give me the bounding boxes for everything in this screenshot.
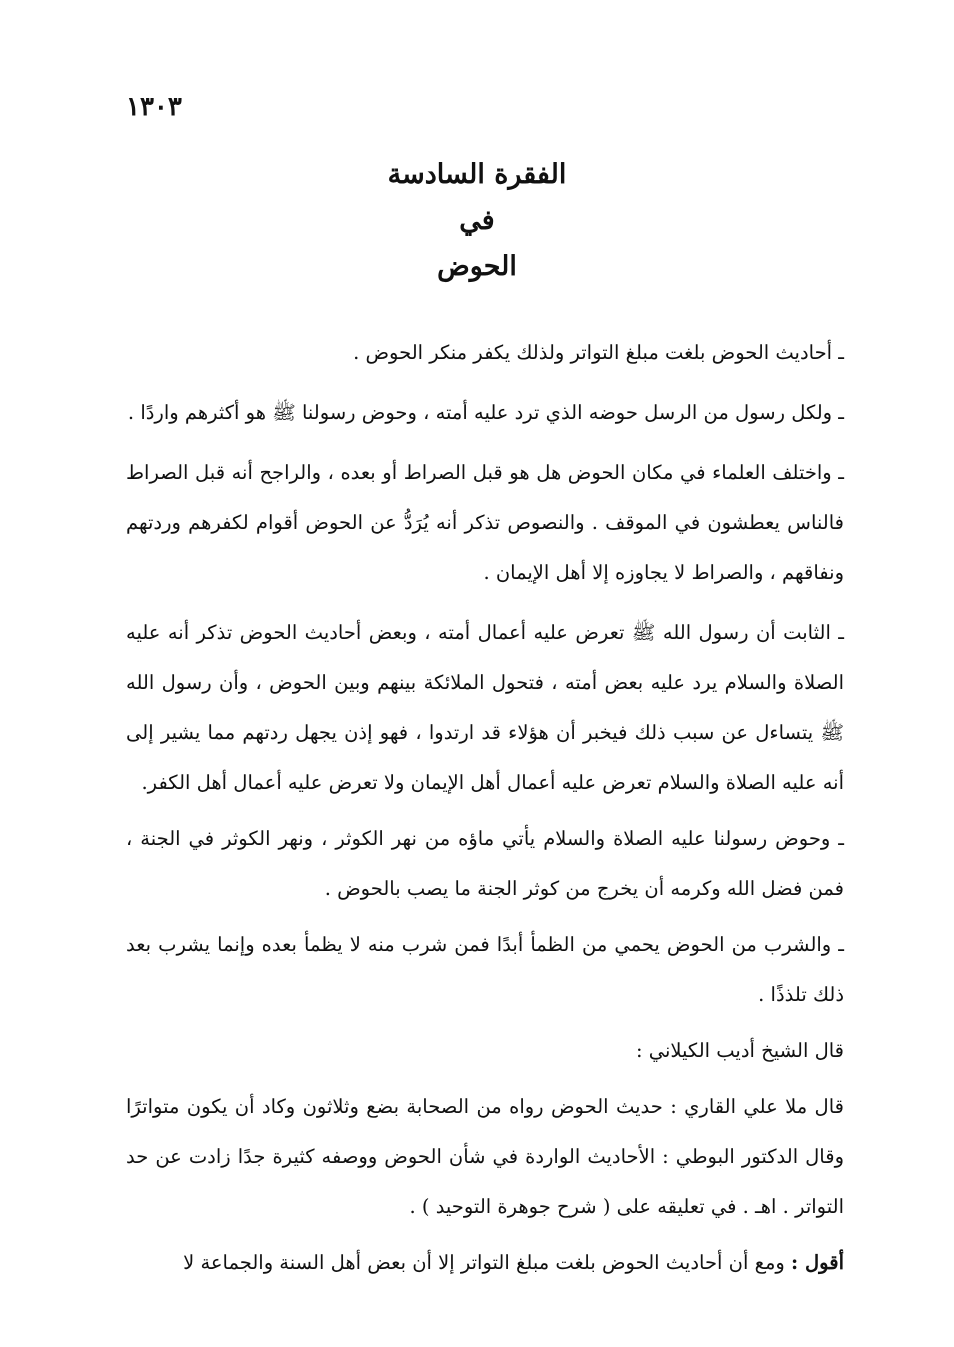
title-line-1: الفقرة السادسة (387, 159, 567, 190)
paragraph: قال ملا علي القاري : حديث الحوض رواه من الصحابة بضع وثلاثون وكاد أن يكون متواترًا وقال الدكتور البوطي : الأحاديث الواردة في شأن الحوض ووصفه كثيرة جدًا زادت عن حد التواتر . اهـ . في تعليقه على ( شرح جوهرة التوحيد ) . (126, 1095, 844, 1218)
title-line-3: الحوض (437, 251, 517, 282)
paragraph: ـ والشرب من الحوض يحمي من الظمأ أبدًا فمن شرب منه لا يظمأ بعده وإنما يشرب بعد ذلك تلذذًا . (126, 933, 844, 1006)
paragraph-text: ومع أن أحاديث الحوض بلغت مبلغ التواتر إلا أن بعض أهل السنة والجماعة لا (183, 1251, 792, 1274)
quote-intro: قال الشيخ أديب الكيلاني : (635, 1039, 844, 1062)
paragraph: ـ أحاديث الحوض بلغت مبلغ التواتر ولذلك يكفر منكر الحوض . (353, 341, 844, 364)
section-title (0, 152, 954, 290)
title-line-2: في (459, 205, 495, 236)
page-number: ١٣٠٣ (126, 92, 182, 122)
paragraph: ـ وحوض رسولنا عليه الصلاة والسلام يأتي ماؤه من نهر الكوثر ، ونهر الكوثر في الجنة ، فمن فضل الله وكرمه أن يخرج من كوثر الجنة ما يصب بالحوض . (126, 827, 844, 900)
paragraph: ـ واختلف العلماء في مكان الحوض هل هو قبل الصراط أو بعده ، والراجح أنه قبل الصراط فالناس يعطشون في الموقف . والنصوص تذكر أنه يُرَدُّ عن الحوض أقوام لكفرهم وردتهم ونفاقهم ، والصراط لا يجاوزه إلا أهل الإيمان . (126, 461, 844, 584)
last-paragraph (126, 1238, 844, 1288)
paragraph-lead: أقول : (791, 1251, 844, 1274)
paragraph: ـ ولكل رسول من الرسل حوضه الذي ترد عليه أمته ، وحوض رسولنا ﷺ هو أكثرهم واردًا . (127, 401, 844, 424)
paragraph: ـ الثابت أن رسول الله ﷺ تعرض عليه أعمال أمته ، وبعض أحاديث الحوض تذكر أنه عليه الصلاة والسلام يرد عليه بعض أمته ، فتحول الملائكة بينهم وبين الحوض ، وأن رسول الله ﷺ يتساءل عن سبب ذلك فيخبر أن هؤلاء قد ارتدوا ، فهو إذن يجهل ردتهم مما يشير إلى أنه عليه الصلاة والسلام تعرض عليه أعمال أهل الإيمان ولا تعرض عليه أعمال أهل الكفر. (126, 621, 844, 794)
body-text (126, 328, 844, 1294)
